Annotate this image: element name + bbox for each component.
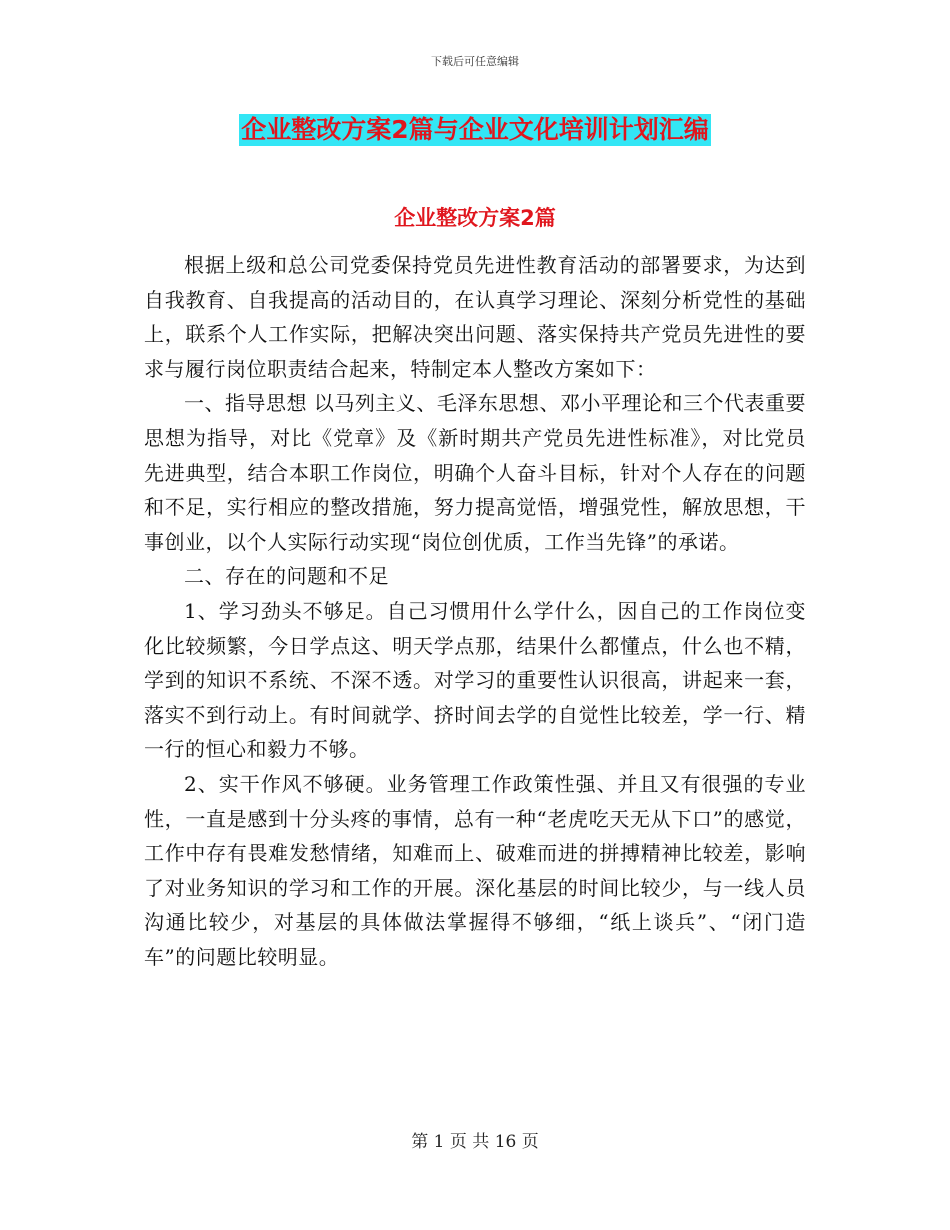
main-title-container [0,114,950,146]
page-header-note: 下载后可任意编辑 [431,55,519,68]
section-title: 企业整改方案2篇 [394,206,556,230]
document-body [144,248,806,974]
document-main-title: 企业整改方案2篇与企业文化培训计划汇编 [241,115,709,144]
paragraph-problem-1: 1、学习劲头不够足。自己习惯用什么学什么，因自己的工作岗位变化比较频繁，今日学点这、明天学点那，结果什么都懂点，什么也不精，学到的知识不系统、不深不透。对学习的重要性认识很高，讲起来一套，落实不到行动上。有时间就学、挤时间去学的自觉性比较差，学一行、精一行的恒心和毅力不够。 [144,598,806,762]
paragraph-intro: 根据上级和总公司党委保持党员先进性教育活动的部署要求，为达到自我教育、自我提高的活动目的，在认真学习理论、深刻分析党性的基础上，联系个人工作实际，把解决突出问题、落实保持共产党员先进性的要求与履行岗位职责结合起来，特制定本人整改方案如下： [144,253,806,381]
page-number-footer: 第 1 页 共 16 页 [411,1132,539,1152]
paragraph-guiding-thought: 一、指导思想 以马列主义、毛泽东思想、邓小平理论和三个代表重要思想为指导，对比《党章》及《新时期共产党员先进性标准》，对比党员先进典型，结合本职工作岗位，明确个人奋斗目标，针对个人存在的问题和不足，实行相应的整改措施，努力提高觉悟，增强党性，解放思想，干事创业，以个人实际行动实现“岗位创优质，工作当先锋”的承诺。 [144,391,806,554]
paragraph-problem-2: 2、实干作风不够硬。业务管理工作政策性强、并且又有很强的专业性，一直是感到十分头疼的事情，总有一种“老虎吃天无从下口”的感觉，工作中存有畏难发愁情绪，知难而上、破难而进的拼搏精神比较差，影响了对业务知识的学习和工作的开展。深化基层的时间比较少，与一线人员沟通比较少，对基层的具体做法掌握得不够细，“纸上谈兵”、“闭门造车”的问题比较明显。 [144,771,806,969]
paragraph-problems-heading: 二、存在的问题和不足 [184,564,389,589]
